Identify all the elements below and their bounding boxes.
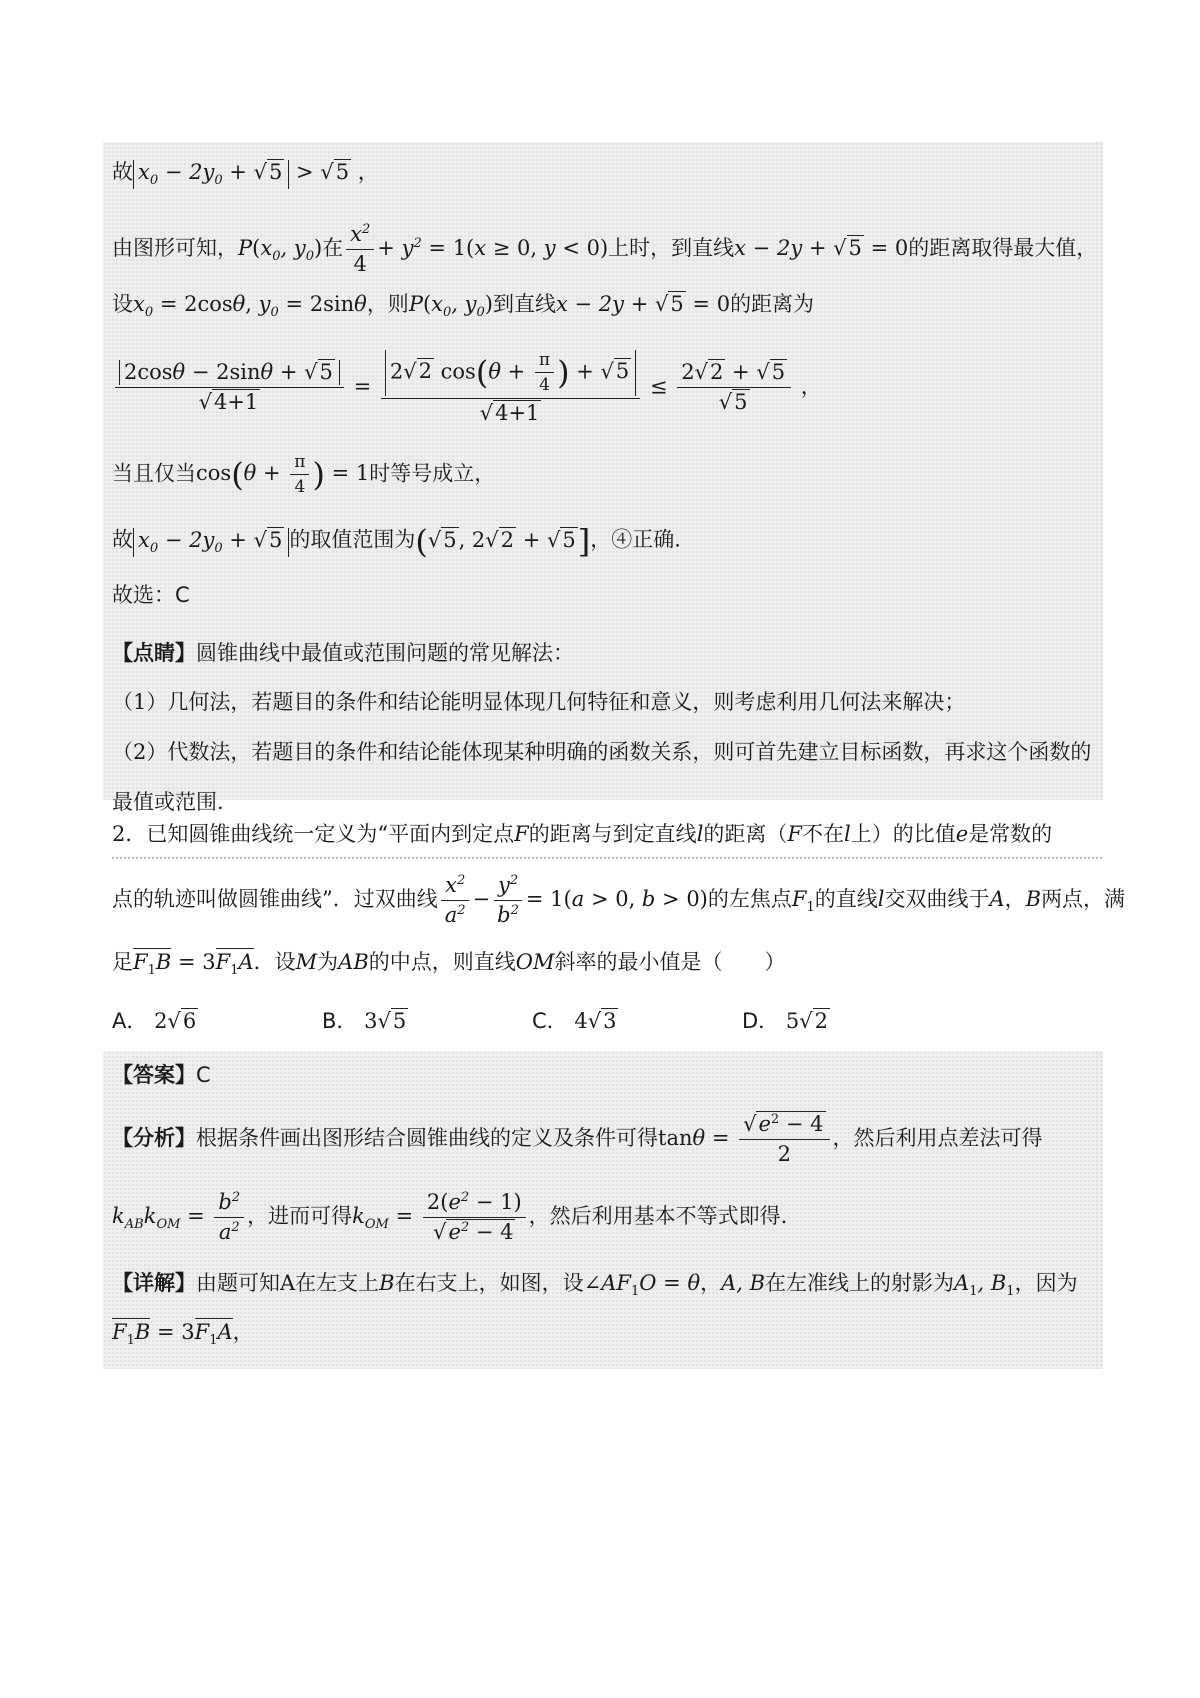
question-2-line-3: 足$F_1B = 3F_1A$．设M为AB的中点，则直线OM斜率的最小值是（ ） xyxy=(112,950,786,979)
ellipse-formula: $\frac{x^2}{4}$ + $y^2 = 1(x \ge 0$, y < 0) xyxy=(343,236,608,260)
answer-title: 【答案】 xyxy=(112,1062,196,1087)
question-number: 2． xyxy=(112,822,147,846)
detail-line-1: 【详解】由题可知A在左支上B在右支上，如图，设$\angle AF_1O = \theta$，A, B在左准线上的射影为$A_1$, $B_1$，因为 xyxy=(112,1270,1078,1300)
tip-item-1: （1）几何法，若题目的条件和结论能明显体现几何特征和意义，则考虑利用几何法来解决； xyxy=(112,690,966,714)
analysis-title: 【分析】 xyxy=(112,1125,196,1151)
analysis-line-1: 【分析】根据条件画出图形结合圆锥曲线的定义及条件可得tanθ = $\frac{√e^2 - 4}{2}$ ，然后利用点差法可得 xyxy=(112,1112,1043,1167)
solution-line-6: 故 $x_0 - 2y_0 + √5$ 的取值范围为(√5, 2√2 + √5]，④正确. xyxy=(112,522,681,560)
detail-title: 【详解】 xyxy=(112,1270,196,1295)
dotted-divider xyxy=(112,857,1102,859)
solution-line-2: 由图形可知，$P(x_0$, $y_0$)在 $\frac{x^2}{4}$ + $y^2 = 1(x \ge 0$, y < 0)上时，到直线x − 2y + √5 = 0的距离取得最大值， xyxy=(112,222,1098,277)
tip-item-2-cont: 最值或范围. xyxy=(112,790,224,814)
angle-formula: $\angle AF_1O = \theta$ xyxy=(583,1271,701,1300)
line-formula: x − 2y + √5 = 0 xyxy=(734,236,909,261)
solution-line-3: 设$x_0 = 2\cos\theta$, $y_0 = 2\sin\theta$，则$P(x_0$, $y_0$)到直线x − 2y + √5 = 0的距离为 xyxy=(112,292,815,321)
option-d-value: 5√2 xyxy=(785,1009,828,1033)
kom-formula: $k_{OM}$ = $\frac{2(e^2 - 1)}{√e^2 - 4}$ xyxy=(352,1204,529,1228)
tip-heading: 【点睛】圆锥曲线中最值或范围问题的常见解法： xyxy=(112,640,574,665)
analysis-line-2: $k_{AB}k_{OM}$ = $\frac{b^2}{a^2}$ ，进而可得$k_{OM}$ = $\frac{2(e^2 - 1)}{√e^2 - 4}$ ，然后利用基本不等式即得. xyxy=(112,1190,788,1245)
choose-answer: 故选：C xyxy=(112,583,190,607)
tan-formula: tanθ = $\frac{√e^2 - 4}{2}$ xyxy=(658,1126,833,1150)
option-b-value: 3√5 xyxy=(364,1009,407,1033)
answer-line xyxy=(112,1062,211,1088)
question-2-line-1: 2．已知圆锥曲线统一定义为“平面内到定点F的距离与到定直线l的距离（F不在l上）的比值e是常数的 xyxy=(112,822,1053,846)
question-2-line-2: 点的轨迹叫做圆锥曲线”．过双曲线 $\frac{x^2}{a^2}$ − $\frac{y^2}{b^2}$ = 1(a > 0, b > 0)的左焦点$F_1$的直线l交双曲线于A，B两点，满 xyxy=(112,873,1126,928)
tip-title: 【点睛】 xyxy=(112,640,196,665)
option-a-value: 2√6 xyxy=(154,1009,197,1033)
projection-points: $A_1$, $B_1$ xyxy=(954,1271,1015,1300)
option-d[interactable]: D． 5√2 xyxy=(742,1009,828,1033)
hyperbola-formula: $\frac{x^2}{a^2}$ − $\frac{y^2}{b^2}$ = 1(a > 0, b > 0) xyxy=(438,887,708,911)
parametric-formula: $x_0 = 2\cos\theta$, $y_0 = 2\sin\theta$ xyxy=(133,292,367,321)
answer-value: C xyxy=(196,1063,211,1087)
detail-line-2 xyxy=(112,1320,254,1349)
tip-item-2: （2）代数法，若题目的条件和结论能体现某种明确的函数关系，则可首先建立目标函数，再求这个函数的 xyxy=(112,740,1092,764)
point-p: $P(x_0$, $y_0$) xyxy=(238,236,323,265)
solution-line-1: 故 $x_0 - 2y_0 + √5 > √5$ ， xyxy=(112,160,379,189)
solution-line-5: 当且仅当cos(θ + $\frac{\pi}{4}$ ) = 1时等号成立， xyxy=(112,452,496,498)
equality-condition: cos(θ + $\frac{\pi}{4}$ ) = 1 xyxy=(196,452,370,498)
inequality-formula: $x_0 - 2y_0 + √5 > √5$ ， xyxy=(133,160,379,184)
vector-equation: $F_1B = 3F_1A$ xyxy=(133,950,254,979)
option-b[interactable]: B． 3√5 xyxy=(322,1009,407,1033)
range-interval: (√5, 2√2 + √5] xyxy=(415,522,591,560)
detail-vector-equation: $F_1B = 3F_1A$， xyxy=(112,1320,254,1349)
slope-product-formula: $k_{AB}k_{OM}$ = $\frac{b^2}{a^2}$ xyxy=(112,1204,247,1228)
option-c-value: 4√3 xyxy=(574,1009,617,1033)
option-a[interactable]: A． 2√6 xyxy=(112,1009,197,1033)
option-c[interactable]: C． 4√3 xyxy=(532,1009,617,1033)
distance-formula: $\frac{2\cos\theta - 2\sin\theta + √5}{√4+1}$ = 2√2 cos(θ + $\frac{\pi}{4}$ ) + √5 √4+1 ≤ $\frac{2√2 + √5}{√5}$ ， xyxy=(112,350,822,426)
abs-expression: $x_0 - 2y_0 + √5$ xyxy=(133,528,289,552)
